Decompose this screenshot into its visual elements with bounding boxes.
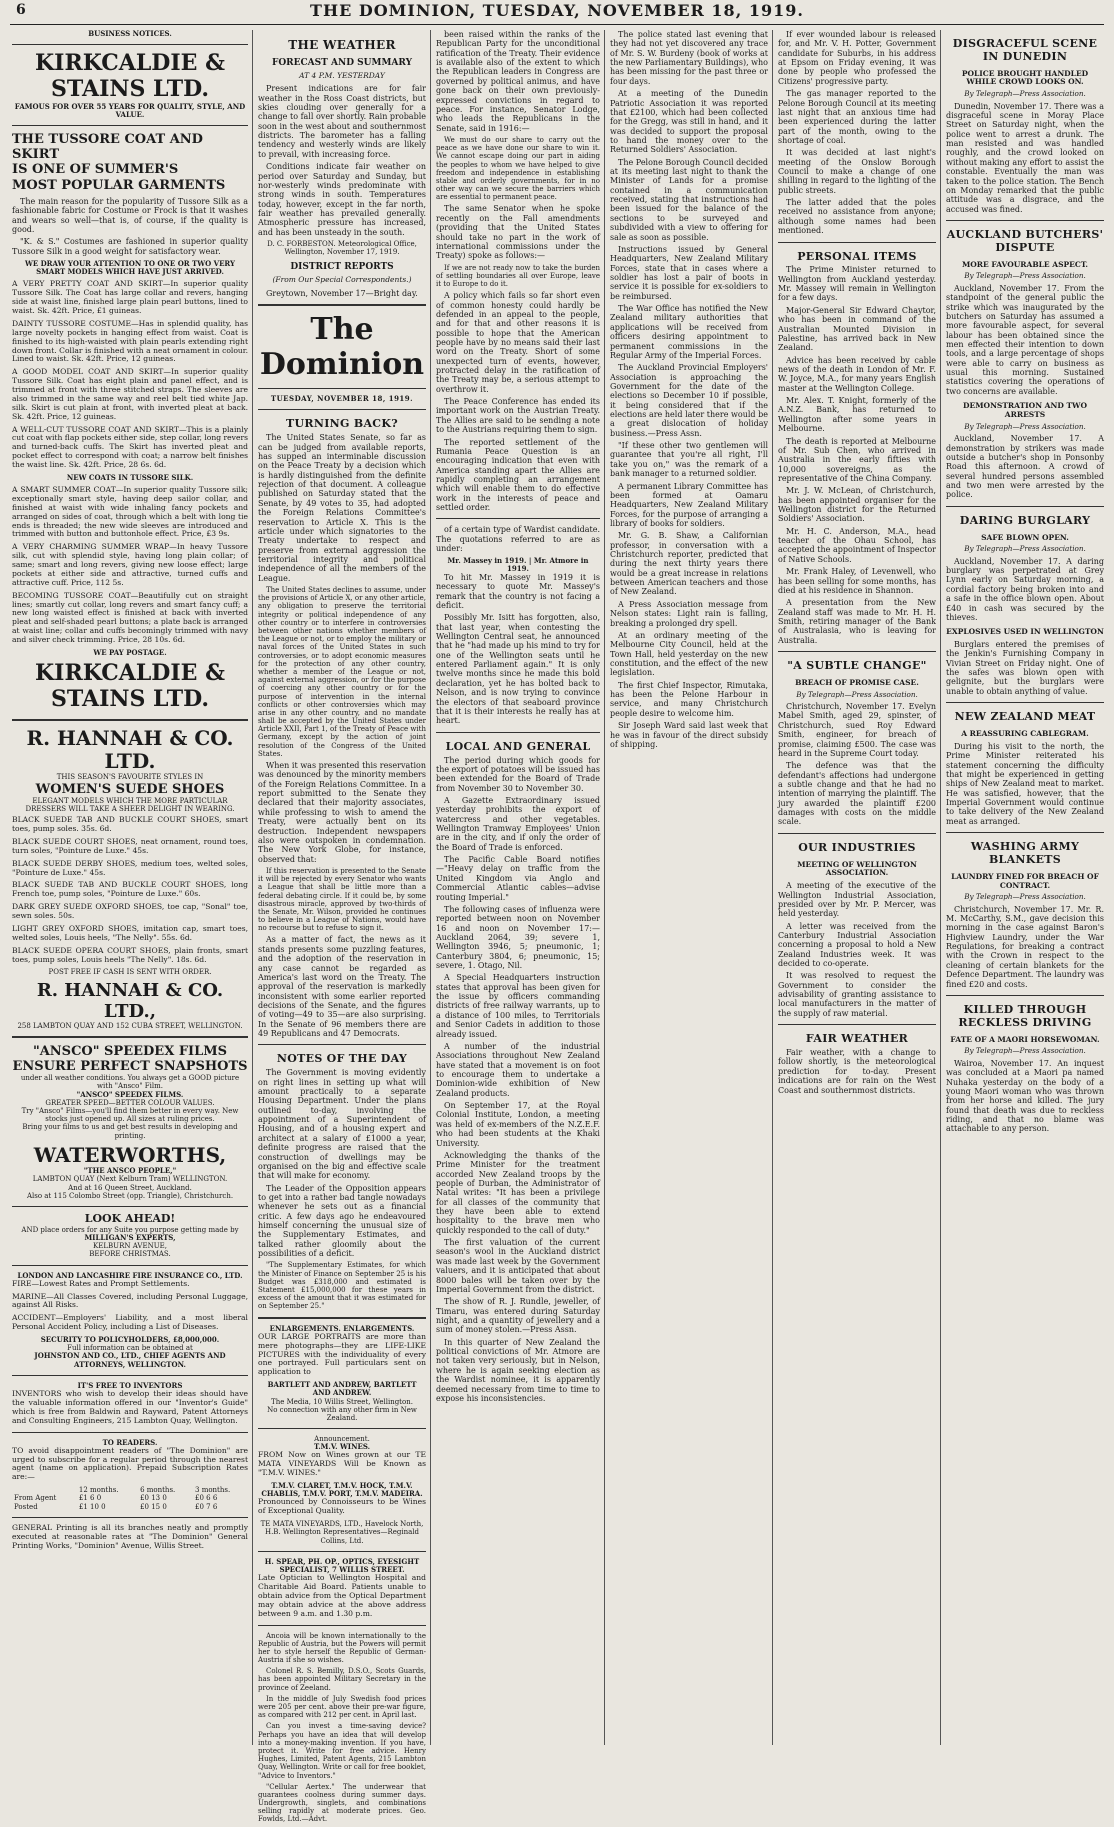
local-paragraph: The first Chief Inspector, Rimutaka, has been the Pelone Harbour in service, and many Christchurch people desire to welcome him.	[610, 680, 768, 718]
ansco-text: "ANSCO" SPEEDEX FILMS.	[76, 1089, 184, 1099]
look-ahead-name: MILLIGAN'S EXPERTS,	[84, 1232, 176, 1242]
local-paragraph: At an ordinary meeting of the Melbourne City Council, held at the Town Hall, held yesterday on the new constitution, and the effect of the new legislation.	[610, 630, 768, 678]
tussore-intro-2: "K. & S." Costumes are fashioned in superior quality Tussore Silk in a good weight for satisfactory wear.	[12, 237, 248, 256]
enlargements-text: OUR LARGE PORTRAITS are more than mere photographs—they are LIFE-LIKE PICTURES with the individuality of every one portrayed. Full particulars sent on application to	[258, 1331, 426, 1377]
local-paragraph: The period during which goods for the export of potatoes will be issued has been extended for the Board of Trade from November 30 to November 30.	[436, 755, 600, 793]
local-paragraph: A Gazette Extraordinary issued yesterday prohibits the export of watercress and other vegetables. Wellington Tramway Employees' Union are in the city, and if only the order of the Board of Trade is enforced.	[436, 795, 600, 852]
news-paragraph: The defence was that the defendant's affections had undergone a subtle change and that he had no intention of marrying the plaintiff. The jury awarded the plaintiff £200 damages with costs on the middle scale.	[778, 761, 936, 827]
column-divider	[940, 30, 941, 1745]
look-ahead-address: BEFORE CHRISTMAS.	[89, 1250, 171, 1259]
news-paragraph: A meeting of the executive of the Wellington Industrial Association, presided over by Mr. P. Mercer, was held yesterday.	[778, 881, 936, 919]
byline: By Telegraph—Press Association.	[964, 271, 1086, 281]
subtle-change-sub: BREACH OF PROMISE CASE.	[795, 677, 919, 687]
news-paragraph: Christchurch, November 17. Evelyn Mabel Smith, aged 29, spinster, of Christchurch, sued Roy Edward Smith, engineer, for breach of promise, claiming £500. The case was heard in the Supreme Court today.	[778, 702, 936, 758]
subscription-rates-table	[12, 1486, 248, 1511]
industries-sub: MEETING OF WELLINGTON ASSOCIATION.	[797, 859, 917, 878]
personal-paragraph: The Prime Minister returned to Wellington from Auckland yesterday. Mr. Massey will remain in Wellington for a few days.	[778, 265, 936, 303]
byline: By Telegraph—Press Association.	[796, 689, 918, 699]
news-paragraph: Wairoa, November 17. An inquest was concluded at a Maori pa named Nuhaka yesterday on the body of a young Maori woman who was thrown from her horse and killed. The jury found that death was due to reckless riding, and that no blame was attachable to any person.	[946, 1058, 1104, 1134]
look-ahead-address: KELBURN AVENUE,	[93, 1242, 167, 1251]
draw-attention: WE DRAW YOUR ATTENTION TO ONE OR TWO VERY SMART MODELS WHICH HAVE JUST ARRIVED.	[24, 259, 236, 277]
local-paragraph: At a meeting of the Dunedin Patriotic Association it was reported that £2100, which had been collected for the Gregg, was still in hand, and it was decided to support the proposal to hand the money over to the Returned Soldiers' Association.	[610, 89, 768, 155]
ansco-heading: "ANSCO" SPEEDEX FILMS	[32, 1043, 228, 1059]
notice-paragraph: Can you invest a time-saving device? Perhaps you have an idea that will develop into a money-making invention. If you have, protect it. Write for free advice. Henry Hughes, Limited, Patent Agents, 215 Lambton Quay, Wellington. Write or call for free booklet, "Advice to Inventors."	[258, 1722, 426, 1780]
byline: By Telegraph—Press Association.	[964, 544, 1086, 554]
news-paragraph: A letter was received from the Canterbury Industrial Association concerning a proposal to hold a New Zealand Industries week. It was decided to co-operate.	[778, 921, 936, 969]
waterworths-address: Also at 115 Colombo Street (opp. Triangle), Christchurch.	[26, 1191, 234, 1200]
table-row	[12, 1503, 248, 1511]
printing-text: GENERAL Printing is all its branches neatly and promptly executed at reasonable rates at "The Dominion" General Printing Works, "Dominion" Avenue, Willis Street.	[12, 1522, 248, 1550]
masthead	[0, 0, 1114, 24]
table-cell: Posted	[14, 1502, 38, 1511]
column-telegraph-news	[946, 30, 1104, 1745]
burglary-sub: SAFE BLOWN OPEN.	[981, 532, 1069, 542]
tussore-item: A GOOD MODEL COAT AND SKIRT—In superior quality Tussore Silk. Coat has eight plain and panel effect, and is trimmed at front with three stitched straps. The sleeves are also trimmed in the same way and reel belt tied white Jap. silk. Skirt is cut plain at front, with inverted pleat at back. Sk. 42ft. Price, 12 guineas.	[12, 367, 248, 421]
personal-heading: PERSONAL ITEMS	[797, 249, 917, 263]
local-paragraph: If ever wounded labour is released for, and Mr. V. H. Potter, Government candidate for Suburbs, in his address at Epsom on Friday evening, it was done by people who professed the Citizens' progressive party.	[778, 30, 936, 86]
editorial-paragraph: If this reservation is presented to the Senate it will be rejected by every Senator who wants a League that shall be little more than a federal debating circle. If it could be, by some disastrous miracle, approved by two-thirds of the Senate, Mr. Wilson, provided he continues to believe in a League of Nations, would have no recourse but to refuse to sign it.	[258, 866, 426, 933]
coat-item: A SMART SUMMER COAT—In superior quality Tussore silk; exceptionally smart style, having deep sailor collar, and finished at waist with wide inhaling fancy pockets and arranged on sides of coat, through which a belt with long tie ends is threaded; the new wide sleeves are introduced and trimmed with button and buttonhole effect. Price, £3 9s.	[12, 485, 248, 539]
column-divider	[430, 30, 431, 1745]
editorial-paragraph: The Peace Conference has ended its important work on the Austrian Treaty. The Allies are said to be sending a note to the Austrians requiring them to sign.	[436, 397, 600, 435]
editorial-paragraph: A policy which fails so far short even of common honesty could hardly be defended in an appeal to the people, and for that and other reasons it is possible to hope that the American people have by no means said their last word on the Treaty. Short of some unexpected turn of events, however, protracted delay in the ratification of the Treaty may be, a serious attempt to overthrow it.	[436, 291, 600, 394]
hannah-tagline: ELEGANT MODELS WHICH THE MORE PARTICULAR DRESSERS WILL TAKE A SHEER DELIGHT IN WEARING.	[25, 796, 235, 813]
tussore-item: DAINTY TUSSORE COSTUME—Has in splendid quality, has large novelty pockets in hanging effect from waist. Coat is finished to its high-waisted with plain pearls extending right down front. Collar is finished with a neat ornament in colour. Lined to waist. Sk. 42ft. Price, 12 guineas.	[12, 318, 248, 364]
shoe-item: DARK GREY SUEDE OXFORD SHOES, toe cap, "Sonal" toe, sewn soles. 50s.	[12, 902, 248, 921]
coat-item: BECOMING TUSSORE COAT—Beautifully cut on straight lines; smartly cut collar, long revers and smart fancy cuff; a new long waisted effect is finished at back with inverted pleat and self-shaded pearl buttons; a plate back is arranged at waist line; collar and cuffs becomingly trimmed with navy and silver check trimming. Price, 28 10s. 6d.	[12, 590, 248, 645]
enlargements-heading: ENLARGEMENTS. ENLARGEMENTS.	[269, 1323, 415, 1333]
local-paragraph: The show of R. J. Rundle, jeweller, of Timaru, was entered during Saturday night, and a quantity of jewellery and a sum of money stolen.—Press Assn.	[436, 1297, 600, 1335]
editorial-paragraph: The reported settlement of the Rumania Peace Question is an encouraging indication that even with America standing apart the Allies are rapidly completing an arrangement which will enable them to do effective work in the interests of peace and settled order.	[436, 437, 600, 513]
news-paragraph: Fair weather, with a change to follow shortly, is the meteorological prediction for to-day. Present indications are for rain on the West Coast and southernmost districts.	[778, 1048, 936, 1095]
editorial-paragraph: If we are not ready now to take the burden of settling boundaries all over Europe, leave it to Europe to do it.	[436, 263, 600, 288]
column-editorial	[258, 30, 426, 1824]
enlargements-name: BARTLETT AND ANDREW, BARTLETT AND ANDREW.	[267, 1380, 417, 1398]
wines-list: T.M.V. CLARET, T.M.V. HOCK, T.M.V. CHABLIS, T.M.V. PORT, T.M.V. MADEIRA.	[261, 1481, 423, 1499]
local-paragraph: Acknowledging the thanks of the Prime Minister for the treatment accorded New Zealand troops by the people of Durban, the Administrator of Natal writes: "It has been a privilege for all classes of the community that they have been able to extend hospitality to the brave men who quickly responded to the call of duty."	[436, 1150, 600, 1235]
optician-heading: H. SPEAR, PH. OP., OPTICS, EYESIGHT SPECIALIST, 7 WILLIS STREET.	[264, 1556, 420, 1574]
masthead-title: THE DOMINION, TUESDAY, NOVEMBER 18, 1919.	[310, 1, 804, 20]
weather-heading-2: FORECAST AND SUMMARY	[271, 58, 413, 69]
insurance-info: Full information can be obtained at	[67, 1344, 193, 1353]
column-divider	[252, 30, 253, 1745]
notice-paragraph: Colonel R. S. Bemilly, D.S.O., Scots Guards, has been appointed Military Secretary in the province of Zeeland.	[258, 1667, 426, 1692]
editorial-paragraph: The United States declines to assume, under the provisions of Article X, or any other article, any obligation to preserve the territorial integrity or political independence of any other country or to interfere in controversies between other nations whether members of the League or not, or to employ the military or naval forces of the United States in such controversies, or to adopt economic measures for the protection of any other country, whether a member of the League or not, against external aggression, or for the purpose of coercing any other country or for the purpose of intervention in the internal conflicts or other controversies which may arise in any other country, and no mandate shall be accepted by the United States under Article XXII, Part 1, of the Treaty of Peace with Germany, except by the action of joint resolution of the Congress of the United States.	[258, 586, 426, 758]
byline: By Telegraph—Press Association.	[964, 892, 1086, 902]
column-divider	[772, 30, 773, 1745]
personal-paragraph: The death is reported at Melbourne of Mr. Sub Chen, who arrived in Australia in the early fifties with 10,000 sovereigns, as the representative of the China Company.	[778, 436, 936, 483]
shoe-item: LIGHT GREY OXFORD SHOES, imitation cap, smart toes, welted soles, Louis heels, "The Nelly". 55s. 6d.	[12, 923, 248, 942]
insurance-heading: LONDON AND LANCASHIRE FIRE INSURANCE CO., LTD.	[17, 1270, 243, 1280]
tussore-intro: The main reason for the popularity of Tussore Silk as a fashionable fabric for Costume or Frock is that it washes and wears so well—that is, of course, if the quality is good.	[12, 196, 248, 234]
editorial-paragraph: been raised within the ranks of the Republican Party for the unconditional ratification of the Treaty. Their evidence is available also of the extent to which the Republican leaders in Congress are governed by political animus, and have gone back on their own previously-expressed convictions in regard to peace. For instance, Senator Lodge, who leads the Republicans in the Senate, said in 1916:—	[436, 30, 600, 133]
table-row	[12, 1494, 248, 1502]
tussore-heading-2: IS ONE OF SUMMER'S	[12, 162, 179, 178]
tussore-item: A VERY PRETTY COAT AND SKIRT—In superior quality Tussore Silk. The Coat has large collar and revers, hanging side at waist line, finished large plain pearl buttons, lined to waist. Sk. 42ft. Price, £1 guineas.	[12, 279, 248, 315]
look-ahead-heading: LOOK AHEAD!	[84, 1211, 176, 1225]
notes-paragraph: The Leader of the Opposition appears to get into a rather bad tangle nowadays whenever he sets out as a financial critic. A few days ago he endeavoured himself concerning the unusual size of the Supplementary Estimates, and talked rather gloomily about the possibilities of a deficit.	[258, 1183, 426, 1259]
notes-paragraph: The Government is moving evidently on right lines in setting up what will amount practically to a separate Housing Department. Under the plans outlined to-day, involving the appointment of a Superintendent of Housing, and of a housing expert and architect at a salary of £1000 a year, definite progress are raised that the construction of dwellings may be organised on the big and effective scale that will make for economy.	[258, 1068, 426, 1181]
explosives-heading: EXPLOSIVES USED IN WELLINGTON	[946, 627, 1104, 637]
personal-paragraph: Mr. J. W. McLean, of Christchurch, has been appointed organiser for the Wellington district for the Returned Soldiers' Association.	[778, 486, 936, 524]
wines-heading: T.M.V. WINES.	[313, 1442, 371, 1452]
local-paragraph: A Special Headquarters instruction states that approval has been given for the issue by officers commanding districts of free railway warrants, up to a distance of 100 miles, to Territorials and Senior Cadets in addition to those already issued.	[436, 973, 600, 1039]
news-paragraph: During his visit to the north, the Prime Minister reiterated his statement concerning the difficulty that might be experienced in getting ships of New Zealand meat to market. He was satisfied, however, that the Imperial Government would continue to take delivery of the New Zealand meat as arranged.	[946, 741, 1104, 826]
local-paragraph: A permanent Library Committee has been formed at Oamaru Headquarters, New Zealand Military Forces, for the purpose of arranging a library of books for soldiers.	[610, 481, 768, 528]
inventors-text: INVENTORS who wish to develop their ideas should have the valuable information offered in our "Inventor's Guide" which is free from Baldwin and Rayward, Patent Attorneys and Consulting Engineers, 215 Lambton Quay, Wellington.	[12, 1389, 248, 1425]
hannah-title: R. HANNAH & CO. LTD.	[26, 725, 234, 773]
district-text: Greytown, November 17—Bright day.	[266, 288, 418, 298]
table-cell: From Agent	[14, 1494, 57, 1503]
shoe-item: BLACK SUEDE TAB AND BUCKLE COURT SHOES, long French toe, pump soles, "Pointure de Luxe." 60s.	[12, 880, 248, 899]
industries-heading: OUR INDUSTRIES	[798, 840, 916, 854]
weather-heading: THE WEATHER	[288, 38, 396, 52]
local-paragraph: The gas manager reported to the Pelone Borough Council at its meeting last night that an anxious time had been experienced during the latter part of the month, owing to the shortage of coal.	[778, 89, 936, 145]
wines-announcement: Announcement.	[314, 1435, 370, 1444]
butchers-heading: AUCKLAND BUTCHERS' DISPUTE	[946, 227, 1104, 254]
notes-paragraph: "The Supplementary Estimates, for which the Minister of Finance on September 25 is his Budget was £318,000 and estimated is Statement £15,000,000 for these years in excess of the amount that it was estimated for on September 25."	[258, 1261, 426, 1311]
notes-paragraph: To hit Mr. Massey in 1919 it is necessary to quote Mr. Massey's remark that the country is not facing a deficit.	[436, 572, 600, 610]
insurance-agent: JOHNSTON AND CO., LTD., CHIEF AGENTS AND ATTORNEYS, WELLINGTON.	[34, 1351, 226, 1369]
tussore-item: A WELL-CUT TUSSORE COAT AND SKIRT—This is a plainly cut coat with flap pockets either side, step collar, long revers and turned-back cuffs. The Skirt has inverted pleat and pocket effect to correspond with coat; a narrow belt finishes the waist line. Sk. 42ft. Price, 28 6s. 6d.	[12, 424, 248, 469]
waterworths-title: WATERWORTHS,	[33, 1142, 227, 1167]
table-cell: £0 6 6	[195, 1494, 218, 1503]
table-header-cell: 12 months.	[78, 1486, 119, 1495]
blankets-heading: WASHING ARMY BLANKETS	[970, 840, 1080, 866]
local-paragraph: It was decided at last night's meeting of the Onslow Borough Council to make a change of one shilling in regard to the lighting of the public streets.	[778, 148, 936, 195]
editorial-paragraph: As a matter of fact, the news as it stands presents some puzzling features, and the adoption of the reservation in any case cannot be regarded as America's last word on the Treaty. The approval of the reservation is markedly inconsistent with some earlier reported decisions of the Senate, and the figures of voting—49 to 35—are also surprising. In the Senate of 96 members there are 49 Republicans and 47 Democrats.	[258, 935, 426, 1039]
tussore-heading-3: MOST POPULAR GARMENTS	[12, 177, 226, 193]
news-paragraph: It was resolved to request the Government to consider the advisability of granting assistance to local manufacturers in the matter of the supply of raw material.	[778, 971, 936, 1018]
column-divider	[604, 30, 605, 1745]
enlargements-ad	[258, 1325, 426, 1827]
editorial-paragraph: When it was presented this reservation was denounced by the minority members of the Foreign Relations Committee. In a report submitted to the Senate they declared that their majority associates, while professing to wish to amend the Treaty, were actually bent on its destruction. Independent newspapers also were outspoken in condemnation. The New York Globe, for instance, observed that:	[258, 761, 426, 864]
table-cell: £1 10 0	[78, 1502, 106, 1511]
local-paragraph: Sir Joseph Ward said last week that he was in favour of the direct subsidy of shipping.	[610, 721, 768, 749]
killed-heading: KILLED THROUGH RECKLESS DRIVING	[958, 1002, 1092, 1029]
meat-heading: NEW ZEALAND MEAT	[954, 710, 1096, 724]
waterworths-sub: "THE ANSCO PEOPLE,"	[83, 1166, 177, 1176]
table-cell: £1 6 0	[78, 1494, 102, 1503]
shoe-item: BLACK SUEDE TAB AND BUCKLE COURT SHOES, smart toes, pump soles. 35s. 6d.	[12, 815, 248, 834]
table-header-cell	[12, 1486, 77, 1494]
hannah-post: POST FREE IF CASH IS SENT WITH ORDER.	[48, 968, 212, 977]
postage: WE PAY POSTAGE.	[93, 647, 167, 657]
local-paragraph: The War Office has notified the New Zealand military authorities that applications will be received from officers desiring appointment to permanent commissions in the Regular Army of the Imperial Forces.	[610, 304, 768, 360]
readers-text: TO avoid disappointment readers of "The Dominion" are urged to subscribe for a regular period through the nearest agent (name on application). Prepaid Subscription Rates are:—	[12, 1445, 248, 1482]
enlargements-note: No connection with any other firm in New Zealand.	[267, 1405, 417, 1422]
demonstration-heading: DEMONSTRATION AND TWO ARRESTS	[963, 401, 1087, 419]
insurance-item: ACCIDENT—Employers' Liability, and a most liberal Personal Accident Policy, including a List of Diseases.	[12, 1313, 248, 1332]
scene-sub: POLICE BROUGHT HANDLED WHILE CROWD LOOKS ON.	[961, 68, 1089, 87]
district-heading: DISTRICT REPORTS	[290, 262, 394, 273]
inventors-heading: IT'S FREE TO INVENTORS	[77, 1380, 183, 1390]
local-paragraph: Mr. G. B. Shaw, a Californian professor, in conversation with a Christchurch reporter, predicted that during the next thirty years there would be a great increase in relations between American teachers and those of New Zealand.	[610, 531, 768, 597]
ansco-heading-2: ENSURE PERFECT SNAPSHOTS	[12, 1059, 248, 1075]
editorial-paragraph: The United States Senate, so far as can be judged from available reports, has supped an interminable discussion on the Peace Treaty by a decision which is hardly distinguished from the definite rejection of that document. A colleague published on Saturday stated that the Senate, by 49 votes to 35, had adopted the Foreign Relations Committee's reservation to Article X. This is the article under which signatories to the Treaty undertake to respect and preserve from external aggression the territorial integrity and political independence of all the members of the League.	[258, 433, 426, 583]
ansco-text: Bring your films to us and get best results in developing and printing.	[22, 1123, 238, 1140]
masthead-rule	[10, 24, 1104, 25]
news-paragraph: Auckland, November 17. A demonstration by strikers was made outside a butcher's shop in Ponsonby Road this afternoon. A crowd of several hundred persons assembled and two men were arrested by the police.	[946, 434, 1104, 500]
table-cell: £0 7 6	[195, 1502, 218, 1511]
personal-paragraph: Mr. Alex. T. Knight, formerly of the A.N.Z. Bank, has returned to Wellington after some years in Melbourne.	[778, 396, 936, 434]
butchers-sub: MORE FAVOURABLE ASPECT.	[961, 259, 1089, 269]
news-paragraph: Christchurch, November 17. Mr. R. M. McCarthy, S.M., gave decision this morning in the case against Baron's Highview Laundry, under the War Regulations, for breaking a contract with the Crown in respect to the cleaning of certain blankets for the Defence Department. The laundry was fined £20 and costs.	[946, 904, 1104, 989]
column-local-news	[610, 30, 768, 1745]
ansco-text: under all weather conditions. You always get a GOOD picture with "Ansco" Film.	[20, 1074, 240, 1091]
insurance-item: MARINE—All Classes Covered, including Personal Luggage, against All Risks.	[12, 1291, 248, 1310]
dateline: TUESDAY, NOVEMBER 18, 1919.	[270, 394, 414, 404]
local-paragraph: A number of the industrial Associations throughout New Zealand have stated that a movement is on foot to encourage them to undertake a Dominion-wide exhibition of New Zealand products.	[436, 1041, 600, 1098]
local-general-heading: LOCAL AND GENERAL	[445, 739, 591, 753]
enlargements-address: The Media, 10 Willis Street, Wellington.	[271, 1397, 413, 1406]
table-row	[12, 1486, 248, 1494]
news-paragraph: Auckland, November 17. A daring burglary was perpetrated at Grey Lynn early on Saturday morning, a cordial factory being broken into and a safe in the office blown open. About £40 in cash was secured by the thieves.	[946, 556, 1104, 622]
shoe-item: BLACK SUEDE COURT SHOES, neat ornament, round toes, turn soles, "Pointure de Luxe." 45s.	[12, 836, 248, 855]
local-paragraph: The first valuation of the current season's wool in the Auckland district was made last week by the Government valuers, and it is anticipated that about 8000 bales will be taken over by the Imperial Government from the district.	[436, 1238, 600, 1294]
burglary-heading: DARING BURGLARY	[959, 513, 1091, 527]
page-number: 6	[16, 2, 26, 18]
left-small-ads	[12, 1213, 248, 1554]
personal-paragraph: Advice has been received by cable news of the death in London of Mr. F. W. Joyce, M.A., for many years English master at the Wellington College.	[778, 355, 936, 393]
tussore-heading-1: THE TUSSORE COAT AND SKIRT	[12, 132, 203, 163]
byline: By Telegraph—Press Association.	[964, 421, 1086, 431]
waterworths-address: And at 16 Queen Street, Auckland.	[68, 1183, 192, 1192]
news-paragraph: Dunedin, November 17. There was a disgraceful scene in Moray Place Street on Saturday night, when the police went to arrest a drunk. The man resisted and was handled roughly, and the crowd looked on without making any effort to assist the constable. Eventually the man was taken to the police station. The Bench on Monday remarked that the public attitude was a disgrace, and the accused was fined.	[946, 101, 1104, 214]
blankets-sub: LAUNDRY FINED FOR BREACH OF CONTRACT.	[951, 871, 1099, 890]
optician-text: Late Optician to Wellington Hospital and Charitable Aid Board. Patients unable to obtain advice from the Optical Department may obtain advice at the above address between 9 a.m. and 1.30 p.m.	[258, 1573, 426, 1618]
hannah-sub-2: WOMEN'S SUEDE SHOES	[35, 781, 225, 797]
insurance-item: FIRE—Lowest Rates and Prompt Settlements.	[12, 1278, 190, 1288]
local-paragraph: A Press Association message from Nelson states: Light rain is falling, breaking a prolonged dry spell.	[610, 599, 768, 628]
byline: By Telegraph—Press Association.	[964, 89, 1086, 99]
local-paragraph: In this quarter of New Zealand the political convictions of Mr. Atmore are not taken very seriously, but in Nelson, where he is again seeking election as the Wardist nominee, it is apparently deemed necessary from time to time to expose his inconsistencies.	[436, 1337, 600, 1403]
local-paragraph: On September 17, at the Royal Colonial Institute, London, a meeting was held of ex-members of the N.Z.E.F. who had been students at the Khaki University.	[436, 1101, 600, 1148]
table-header-cell: 6 months.	[140, 1486, 176, 1495]
insurance-security: SECURITY TO POLICYHOLDERS, £8,000,000.	[40, 1335, 220, 1345]
notice-paragraph: "Cellular Aertex." The underwear that guarantees coolness during summer days. Undergrowth, singlets, and combinations selling rapidly at moderate prices. Geo. Fowlds, Ltd.—Advt.	[258, 1782, 426, 1824]
coats-heading: NEW COATS IN TUSSORE SILK.	[66, 472, 194, 482]
weather-text: Conditions indicate fair weather on period over Saturday and Sunday, but nor-westerly winds predominate with strong winds in south. Temperatures today, however, except in the far north, fair weather has prevailed generally. Atmospheric pressure has increased, and has been unsteady in the south.	[258, 162, 426, 237]
kirkcaldie-title-2: KIRKCALDIE & STAINS LTD.	[35, 660, 225, 712]
meat-sub: A REASSURING CABLEGRAM.	[961, 729, 1089, 739]
wines-text: Pronounced by Connoisseurs to be Wines of Exceptional Quality.	[258, 1497, 426, 1516]
local-paragraph: Instructions issued by General Headquarters, New Zealand Military Forces, state that in cases where a soldier has lost a pair of boots in service it is possible for ex-soldiers to be reimbursed.	[610, 244, 768, 301]
ansco-text: Try "Ansco" Films—you'll find them better in every way. New stocks just opened up. All sizes at ruling prices.	[21, 1107, 239, 1124]
personal-paragraph: A presentation from the New Zealand staff was made to Mr. H. H. Smith, retiring manager of the Bank of Australasia, who is leaving for Australia.	[778, 598, 936, 645]
dominion-logo: The Dominion	[259, 312, 425, 383]
local-paragraph: "If these other two gentlemen will guarantee that you're all right, I'll take you on," was the remark of a bank manager to a returned soldier.	[610, 441, 768, 479]
scene-heading: DISGRACEFUL SCENE IN DUNEDIN	[952, 37, 1098, 63]
news-paragraph: Burglars entered the premises of the Jenkin's Furnishing Company in Vivian Street on Friday night. One of the safes was blown open with gelignite, but the burglars were unable to obtain anything of value.	[946, 640, 1104, 696]
news-paragraph: Auckland, November 17. From the standpoint of the general public the strike which was inaugurated by the butchers on Saturday has assumed a more favourable aspect, for several labour has been obtained since the men effected their intention to down tools, and a large percentage of shops were able to carry on business as usual this morning. Sustained statistics covering the operations of two concerns are available.	[946, 283, 1104, 396]
wines-text: FROM Now on Wines grown at our TE MATA VINEYARDS Will be Known as "T.M.V. WINES."	[258, 1450, 426, 1478]
fair-weather-heading: FAIR WEATHER	[805, 1032, 909, 1046]
notes-heading: NOTES OF THE DAY	[276, 1052, 408, 1066]
local-paragraph: The following cases of influenza were reported between noon on November 16 and noon on November 17:—Auckland 2064, 39; severe 1, Wellington 3946, 5; pneumonic, 1; Canterbury 3804, 6; pneumonic, 15; severe, 1. Otago, Nil.	[436, 904, 600, 971]
byline: By Telegraph—Press Association.	[964, 1046, 1086, 1056]
look-ahead-text: AND place orders for any Suite you purpose getting made by	[21, 1225, 239, 1234]
district-sub: (From Our Special Correspondents.)	[272, 274, 412, 284]
notice-paragraph: In the middle of July Swedish food prices were 205 per cent. above their pre-war figure, as compared with 212 per cent. in April last.	[258, 1694, 426, 1720]
notice-paragraph: Ancoia will be known internationally to the Republic of Austria, but the Powers will permit her to style herself the Republic of German-Austria if she so wishes.	[258, 1631, 426, 1665]
wines-text: TE MATA VINEYARDS, LTD., Havelock North, H.B. Wellington Representatives—Reginald Collins, Ltd.	[260, 1520, 424, 1545]
weather-heading-3: AT 4 P.M. YESTERDAY	[299, 70, 385, 80]
column-business-notices	[12, 30, 248, 1745]
column-editorial-continued	[436, 30, 600, 1745]
personal-paragraph: Mr. H. C. Anderson, M.A., head teacher of the Ohau School, has accepted the appointment of Inspector of Native Schools.	[778, 526, 936, 564]
local-paragraph: The Pelone Borough Council decided at its meeting last night to thank the Minister of Lands for a promise contained in a communication received, stating that instructions had been issued for the balance of the sections to be surveyed and subdivided with a view to offering for sale as soon as possible.	[610, 157, 768, 242]
shoe-item: BLACK SUEDE OPERA COURT SHOES, plain fronts, smart toes, pump soles, Louis heels "The Nelly". 18s. 6d.	[12, 945, 248, 964]
local-paragraph: The Auckland Provincial Employers' Association is approaching the Government for the date of the elections so December 10 if possible, it being considered that if the elections are held later there would be a great dislocation of holiday business.—Press Assn.	[610, 363, 768, 438]
weather-text: Present indications are for fair weather in the Ross Coast districts, but skies clouding over generally for a change to fall over shortly. Rain probable soon in the west about and southernmost districts. The barometer has a falling tendency and westerly winds are likely to prevail, with increasing force.	[258, 84, 426, 159]
editorial-paragraph: We must do our share to carry out the peace as we have done our share to win it. We cannot escape doing our part in aiding the peoples to whom we have helped to give freedom and independence in establishing stable and orderly governments, for in no other way can we secure the barriers which are essential to permanent peace.	[436, 135, 600, 202]
editorial-paragraph: The same Senator when he spoke recently on the Fall amendments (providing that the United States should take no part in the work of international commissions under the Treaty) spoke as follows:—	[436, 204, 600, 261]
kirkcaldie-tagline: FAMOUS FOR OVER 55 YEARS FOR QUALITY, STYLE, AND VALUE.	[14, 101, 246, 119]
personal-paragraph: Mr. Frank Haley, of Levenwell, who has been selling for some months, has died at his residence in Shannon.	[778, 567, 936, 595]
local-paragraph: The Pacific Cable Board notifies—"Heavy delay on traffic from the United Kingdom via Anglo and Commercial Atlantic cables—advise routing Imperial."	[436, 855, 600, 902]
notes-paragraph: Possibly Mr. Isitt has forgotten, also, that last year, when contesting the Wellington Central seat, he announced that he "had made up his mind to try for one of the Wellington seats until he entered Parliament again." It is only twelve months since he made this bold declaration, yet he has bolted back to Nelson, and is now trying to convince the electors of that seaboard province that it is their interests he really has at heart.	[436, 613, 600, 726]
local-paragraph: The latter added that the poles received no assistance from anyone; although some names had been mentioned.	[778, 198, 936, 236]
local-paragraph: The police stated last evening that they had not yet discovered any trace of Mr. S. W. Burdeny (book of works at the new Parliamentary Buildings), who has been missing for the past three or four days.	[610, 30, 768, 86]
readers-heading: TO READERS.	[102, 1437, 158, 1447]
hannah-sub: THIS SEASON'S FAVOURITE STYLES IN	[56, 773, 204, 782]
weather-signature: D. C. FORBESTON. Meteorological Office, Wellington, November 17, 1919.	[267, 240, 417, 257]
hannah-title-2: R. HANNAH & CO. LTD.,	[36, 979, 224, 1022]
table-cell: £0 15 0	[140, 1502, 167, 1511]
notes-paragraph: of a certain type of Wardist candidate. The quotations referred to are as under:	[436, 525, 600, 554]
table-header-cell: 3 months.	[195, 1486, 231, 1495]
column-personal	[778, 30, 936, 1745]
section-title: BUSINESS NOTICES.	[88, 29, 172, 38]
killed-sub: FATE OF A MAORI HORSEWOMAN.	[950, 1034, 1100, 1044]
shoe-item: BLACK SUEDE DERBY SHOES, medium toes, welted soles, "Pointure de Luxe." 45s.	[12, 858, 248, 877]
table-cell: £0 13 0	[140, 1494, 167, 1503]
hannah-address: 258 LAMBTON QUAY AND 152 CUBA STREET, WELLINGTON.	[17, 1021, 243, 1030]
waterworths-address: LAMBTON QUAY (Next Kelburn Tram) WELLINGTON.	[32, 1175, 228, 1184]
coat-item: A VERY CHARMING SUMMER WRAP—In heavy Tussore silk, cut with splendid style, having long plain collar; of same; smart and long revers, giving new loose effect; large pockets at either side and attractive, turned cuffs and attractive cuff. Price, 112 5s.	[12, 542, 248, 587]
turning-back-heading: TURNING BACK?	[286, 417, 398, 431]
personal-paragraph: Major-General Sir Edward Chaytor, who has been in command of the Australian Mounted Division in Palestine, has arrived back in New Zealand.	[778, 305, 936, 353]
ansco-text: GREATER SPEED—BETTER COLOUR VALUES.	[45, 1098, 215, 1107]
kirkcaldie-title: KIRKCALDIE & STAINS LTD.	[35, 50, 225, 102]
quotation-heads: Mr. Massey in 1919. | Mr. Atmore in 1919.	[447, 555, 589, 573]
subtle-change-heading: "A SUBTLE CHANGE"	[787, 659, 927, 673]
